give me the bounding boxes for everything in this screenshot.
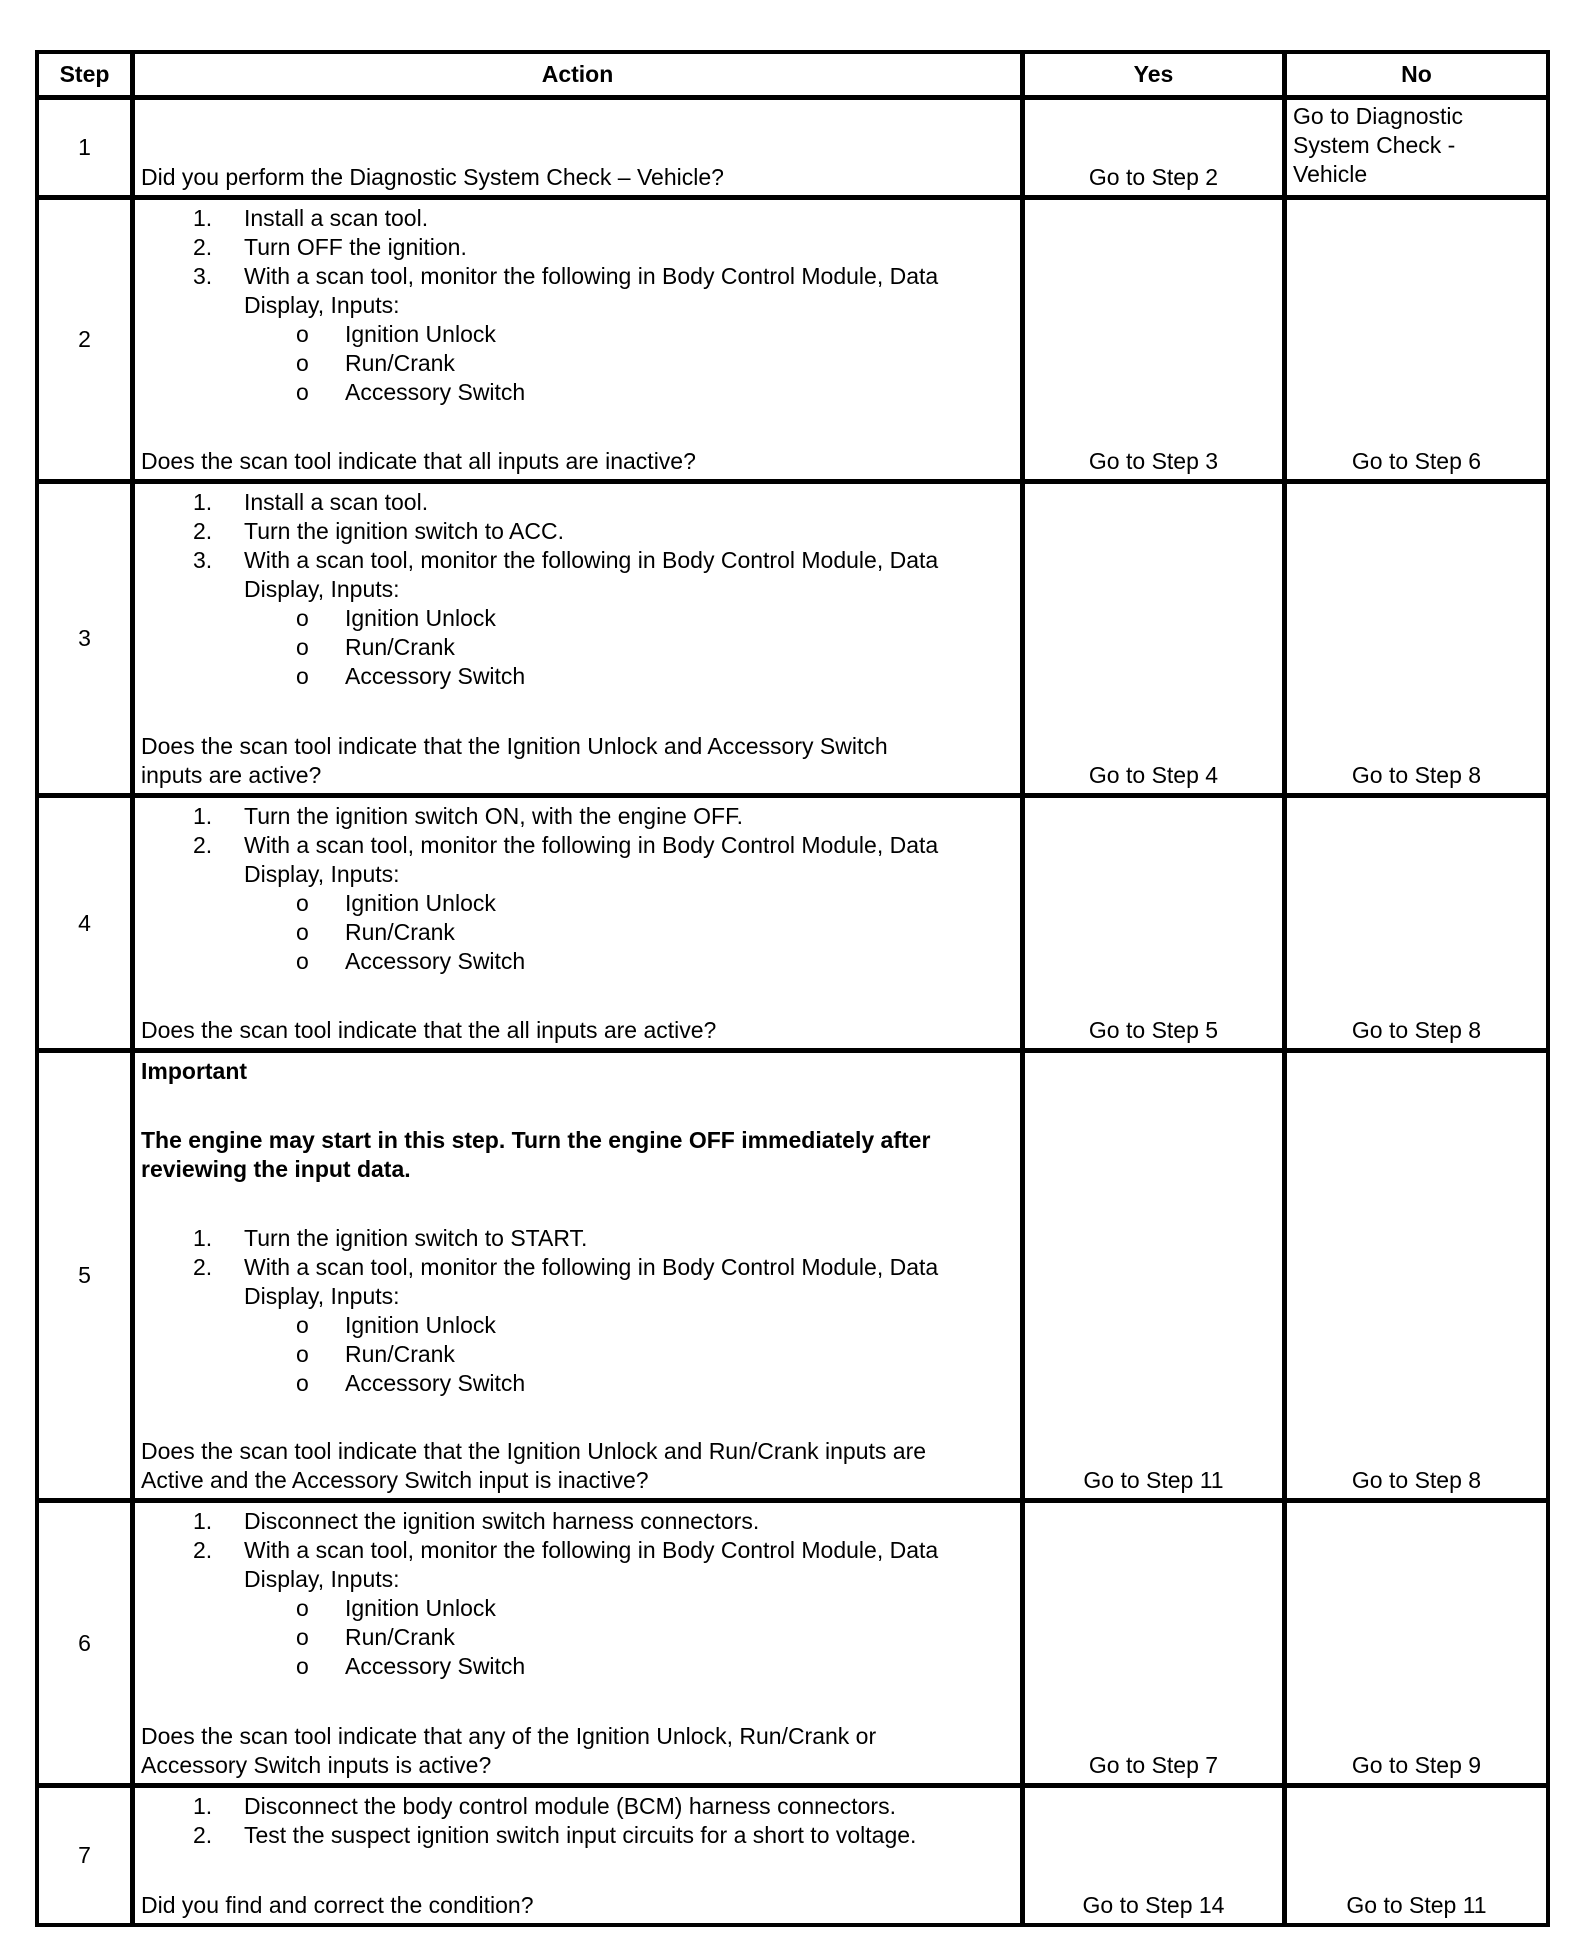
bullet-item: [141, 662, 1014, 691]
action-question: [141, 1437, 1014, 1495]
question-line: Does the scan tool indicate that the Ignition Unlock and Run/Crank inputs are: [141, 1438, 927, 1464]
no-result: Go to Step 6: [1351, 448, 1482, 474]
numbered-instruction: [141, 1792, 1014, 1821]
no-result: Go to Step 9: [1351, 1752, 1482, 1778]
bullet-text: Run/Crank: [345, 1624, 455, 1650]
step-number: 4: [39, 798, 135, 1048]
spacer: [141, 1086, 1014, 1126]
numbered-instruction: [141, 546, 1014, 575]
action-cell: [135, 1503, 1025, 1783]
numbered-instruction: [141, 1224, 1014, 1253]
table-row: [39, 95, 1546, 195]
numbered-instruction: [141, 517, 1014, 546]
action-instructions: [141, 488, 1014, 691]
table-header: [39, 54, 1546, 95]
bullet-icon: o: [296, 1595, 309, 1621]
numbered-instruction: [141, 802, 1014, 831]
list-number: 2.: [193, 1822, 213, 1848]
table-row: [39, 1783, 1546, 1923]
bullet-icon: o: [296, 634, 309, 660]
action-question: [141, 1722, 1014, 1780]
yes-result: Go to Step 2: [1025, 100, 1287, 195]
yes-result: Go to Step 4: [1025, 484, 1287, 793]
step-number: 1: [39, 100, 135, 195]
instruction-text: Install a scan tool.: [244, 489, 429, 515]
yes-result: Go to Step 14: [1025, 1788, 1287, 1923]
bullet-icon: o: [296, 1312, 309, 1338]
action-question: [141, 447, 1014, 476]
action-question: [141, 1891, 1014, 1920]
bullet-text: Accessory Switch: [345, 379, 526, 405]
bullet-icon: o: [296, 1370, 309, 1396]
bullet-text: Accessory Switch: [345, 1653, 526, 1679]
action-cell: [135, 798, 1025, 1048]
bullet-item: [141, 1652, 1014, 1681]
instruction-text: With a scan tool, monitor the following in Body Control Module, Data: [244, 832, 939, 858]
bullet-icon: o: [296, 890, 309, 916]
list-number: 1.: [193, 1793, 213, 1819]
bullet-item: [141, 1311, 1014, 1340]
instruction-text: With a scan tool, monitor the following in Body Control Module, Data: [244, 1537, 939, 1563]
step-number: 7: [39, 1788, 135, 1923]
numbered-instruction: [141, 204, 1014, 233]
bullet-text: Ignition Unlock: [345, 1312, 496, 1338]
list-number: 3.: [193, 547, 213, 573]
question-line: Accessory Switch inputs is active?: [141, 1752, 492, 1778]
instruction-text: Turn the ignition switch ON, with the engine OFF.: [244, 803, 743, 829]
list-number: 2.: [193, 832, 213, 858]
bullet-text: Ignition Unlock: [345, 890, 496, 916]
list-number: 2.: [193, 518, 213, 544]
list-number: 1.: [193, 1225, 213, 1251]
list-number: 2.: [193, 1537, 213, 1563]
action-cell: [135, 200, 1025, 479]
no-result-line: Go to Diagnostic: [1293, 103, 1464, 129]
table-row: [39, 1498, 1546, 1783]
action-cell: [135, 1053, 1025, 1498]
no-result-line: Vehicle: [1293, 161, 1368, 187]
table-row: [39, 793, 1546, 1048]
no-result: [1287, 100, 1546, 195]
no-result: Go to Step 8: [1351, 1467, 1482, 1493]
numbered-instruction: [141, 233, 1014, 262]
bullet-text: Run/Crank: [345, 1341, 455, 1367]
bullet-item: [141, 633, 1014, 662]
list-number: 3.: [193, 263, 213, 289]
action-cell: [135, 1788, 1025, 1923]
list-number: 1.: [193, 1508, 213, 1534]
list-number: 2.: [193, 234, 213, 260]
yes-result: Go to Step 5: [1025, 798, 1287, 1048]
numbered-instruction: [141, 262, 1014, 291]
bullet-item: [141, 1623, 1014, 1652]
bullet-item: [141, 378, 1014, 407]
numbered-instruction: [141, 1507, 1014, 1536]
bullet-item: [141, 918, 1014, 947]
bullet-icon: o: [296, 379, 309, 405]
question-line: Did you find and correct the condition?: [141, 1892, 534, 1918]
bullet-item: [141, 604, 1014, 633]
list-number: 1.: [193, 803, 213, 829]
bullet-icon: o: [296, 919, 309, 945]
question-line: Does the scan tool indicate that the all inputs are active?: [141, 1017, 717, 1043]
bullet-icon: o: [296, 350, 309, 376]
step-number: 3: [39, 484, 135, 793]
bullet-item: [141, 947, 1014, 976]
instruction-text: Install a scan tool.: [244, 205, 429, 231]
action-instructions: [141, 802, 1014, 976]
instruction-continuation: Display, Inputs:: [244, 292, 400, 318]
action-question: [141, 163, 1014, 192]
important-text: The engine may start in this step. Turn the engine OFF immediately after: [141, 1127, 931, 1153]
bullet-text: Ignition Unlock: [345, 1595, 496, 1621]
table-row: [39, 479, 1546, 793]
question-line: Active and the Accessory Switch input is inactive?: [141, 1467, 649, 1493]
bullet-item: [141, 1594, 1014, 1623]
action-cell: [135, 100, 1025, 195]
action-cell: [135, 484, 1025, 793]
table-row: [39, 1048, 1546, 1498]
step-number: 6: [39, 1503, 135, 1783]
instruction-text: With a scan tool, monitor the following in Body Control Module, Data: [244, 263, 939, 289]
bullet-icon: o: [296, 1653, 309, 1679]
no-result: Go to Step 8: [1351, 762, 1482, 788]
instruction-text: With a scan tool, monitor the following in Body Control Module, Data: [244, 547, 939, 573]
instruction-continuation: Display, Inputs:: [244, 1283, 400, 1309]
instruction-text: Turn the ignition switch to ACC.: [244, 518, 565, 544]
bullet-item: [141, 1369, 1014, 1398]
question-line: Does the scan tool indicate that the Ignition Unlock and Accessory Switch: [141, 733, 888, 759]
important-text: Important: [141, 1058, 248, 1084]
bullet-text: Ignition Unlock: [345, 605, 496, 631]
bullet-text: Accessory Switch: [345, 948, 526, 974]
instruction-continuation: Display, Inputs:: [244, 1566, 400, 1592]
no-result-text: [1293, 102, 1463, 189]
no-result: Go to Step 11: [1346, 1892, 1487, 1918]
bullet-item: [141, 320, 1014, 349]
question-line: Does the scan tool indicate that all inputs are inactive?: [141, 448, 696, 474]
numbered-instruction: [141, 1536, 1014, 1565]
step-number: 2: [39, 200, 135, 479]
list-number: 1.: [193, 489, 213, 515]
instruction-text: Disconnect the body control module (BCM) harness connectors.: [244, 1793, 896, 1819]
yes-result: Go to Step 3: [1025, 200, 1287, 479]
question-line: Did you perform the Diagnostic System Check – Vehicle?: [141, 164, 724, 190]
action-instructions: [141, 1792, 1014, 1850]
instruction-text: Disconnect the ignition switch harness connectors.: [244, 1508, 760, 1534]
question-line: inputs are active?: [141, 762, 322, 788]
action-question: [141, 1016, 1014, 1045]
instruction-continuation: Display, Inputs:: [244, 576, 400, 602]
list-number: 2.: [193, 1254, 213, 1280]
bullet-item: [141, 1340, 1014, 1369]
yes-result: Go to Step 11: [1025, 1053, 1287, 1498]
bullet-text: Run/Crank: [345, 919, 455, 945]
bullet-icon: o: [296, 605, 309, 631]
bullet-text: Run/Crank: [345, 350, 455, 376]
bullet-item: [141, 889, 1014, 918]
action-instructions: [141, 1057, 1014, 1398]
question-line: Does the scan tool indicate that any of the Ignition Unlock, Run/Crank or: [141, 1723, 877, 1749]
bullet-text: Accessory Switch: [345, 663, 526, 689]
bullet-text: Ignition Unlock: [345, 321, 496, 347]
bullet-item: [141, 349, 1014, 378]
diagnostic-table: [35, 50, 1550, 1927]
numbered-instruction: [141, 1253, 1014, 1282]
header-action: Action: [135, 54, 1025, 95]
header-step: Step: [39, 54, 135, 95]
instruction-continuation: Display, Inputs:: [244, 861, 400, 887]
numbered-instruction: [141, 488, 1014, 517]
spacer: [141, 1184, 1014, 1224]
bullet-icon: o: [296, 1341, 309, 1367]
instruction-text: With a scan tool, monitor the following in Body Control Module, Data: [244, 1254, 939, 1280]
important-text: reviewing the input data.: [141, 1156, 411, 1182]
bullet-icon: o: [296, 1624, 309, 1650]
bullet-icon: o: [296, 321, 309, 347]
numbered-instruction: [141, 1821, 1014, 1850]
numbered-instruction: [141, 831, 1014, 860]
bullet-text: Accessory Switch: [345, 1370, 526, 1396]
list-number: 1.: [193, 205, 213, 231]
action-question: [141, 732, 1014, 790]
yes-result: Go to Step 7: [1025, 1503, 1287, 1783]
no-result: Go to Step 8: [1351, 1017, 1482, 1043]
bullet-icon: o: [296, 948, 309, 974]
header-yes: Yes: [1025, 54, 1287, 95]
bullet-text: Run/Crank: [345, 634, 455, 660]
no-result-line: System Check -: [1293, 132, 1456, 158]
bullet-icon: o: [296, 663, 309, 689]
action-instructions: [141, 1507, 1014, 1681]
table-row: [39, 195, 1546, 479]
instruction-text: Turn OFF the ignition.: [244, 234, 467, 260]
step-number: 5: [39, 1053, 135, 1498]
instruction-text: Test the suspect ignition switch input circuits for a short to voltage.: [244, 1822, 917, 1848]
action-instructions: [141, 204, 1014, 407]
header-no: No: [1401, 61, 1432, 87]
instruction-text: Turn the ignition switch to START.: [244, 1225, 588, 1251]
